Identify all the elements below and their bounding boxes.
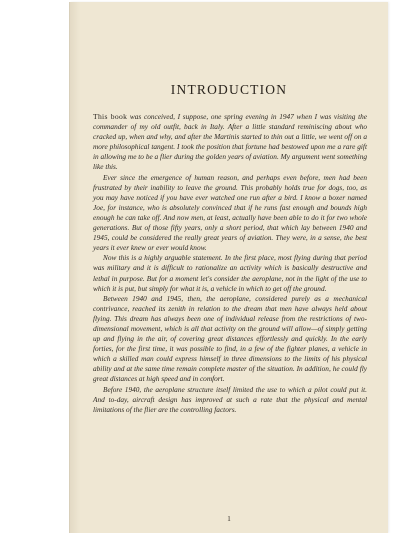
paragraph-1	[93, 112, 367, 173]
book-page	[70, 2, 388, 533]
chapter-body	[93, 112, 367, 415]
paragraph-1-text: was conceived, I suppose, one spring evening in 1947 when I was visiting the commander of my old outfit, back in Italy. After a little standard reminiscing about who cracked up, when and why, and after the Martinis started to thin out a little, we went off on a more philosophical tangent. I took the position that fortune had bestowed upon me a rare gift in allowing me to be a flier during the golden years of aviation. My argument went something like this.	[93, 112, 367, 172]
paragraph-5: Before 1940, the aeroplane structure itself limited the use to which a pilot could put it. And to-day, aircraft design has improved at such a rate that the physical and mental limitations of the flier are the controlling factors.	[93, 384, 367, 414]
paragraph-2: Ever since the emergence of human reason, and perhaps even before, men had been frustrated by their inability to leave the ground. This probably holds true for dogs, too, as you may have noticed if you have ever watched one run after a bird. I know a boxer named Joe, for instance, who is absolutely convinced that if he runs fast enough and bounds high enough he can take off. And now men, at least, actually have been able to do it for two whole generations. But of those fifty years, only a short period, that which lay between 1940 and 1945, could be considered the really great years of aviation. They were, in a sense, the best years it ever knew or ever would know.	[93, 172, 367, 253]
paragraph-4: Between 1940 and 1945, then, the aeroplane, considered purely as a mechanical contrivance, reached its zenith in relation to the dream that men have always held about flying. This dream has always been one of individual release from the restrictions of two-dimensional movement, which is all that activity on the ground will allow—of simply getting up and flying in the air, of covering great distances effortlessly and quickly. In the early forties, for the first time, it was possible to find, in a few of the fighter planes, a vehicle in which a skilled man could express himself in three dimensions to the limits of his physical ability and at the same time remain complete master of the situation. In addition, he could fly great distances at high speed and in comfort.	[93, 293, 367, 384]
paragraph-3: Now this is a highly arguable statement. In the first place, most flying during that period was military and it is difficult to rationalize an activity which is basically destructive and lethal in purpose. But for a moment let's consider the aeroplane, not in the light of the use to which it is put, but simply for what it is, a vehicle in which to get off the ground.	[93, 253, 367, 293]
chapter-heading: INTRODUCTION	[170, 82, 288, 97]
page-number: 1	[227, 515, 231, 523]
opening-small-caps: This book	[93, 112, 128, 121]
